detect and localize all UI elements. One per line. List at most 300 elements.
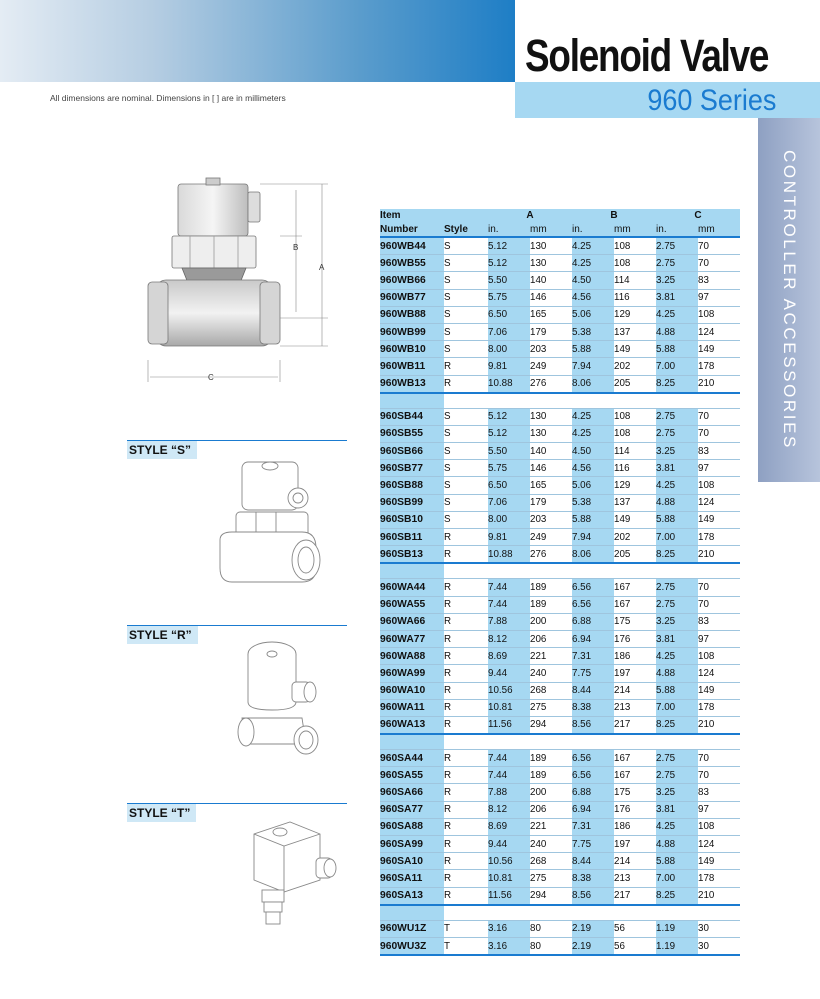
cell-b-mm: 202 [614, 529, 656, 546]
cell-b-mm: 114 [614, 443, 656, 460]
cell-style: R [444, 630, 488, 647]
table-row [380, 887, 740, 905]
cell-c-mm: 83 [698, 272, 740, 289]
cell-style: R [444, 613, 488, 630]
cell-a-in: 5.50 [488, 443, 530, 460]
cell-a-mm: 189 [530, 579, 572, 596]
cell-c-mm: 124 [698, 665, 740, 682]
cell-a-in: 9.44 [488, 665, 530, 682]
cell-a-in: 8.12 [488, 801, 530, 818]
table-row [380, 341, 740, 358]
cell-b-mm: 108 [614, 408, 656, 425]
series-band [515, 82, 820, 118]
cell-a-in: 9.44 [488, 836, 530, 853]
table-header-row [380, 209, 740, 222]
cell-style: S [444, 255, 488, 272]
cell-c-in: 3.25 [656, 784, 698, 801]
cell-b-mm: 205 [614, 375, 656, 393]
cell-c-in: 1.19 [656, 920, 698, 937]
table-row [380, 716, 740, 734]
header-b-mm: mm [614, 222, 656, 237]
cell-b-mm: 149 [614, 511, 656, 528]
cell-c-in: 3.81 [656, 289, 698, 306]
cell-a-mm: 146 [530, 289, 572, 306]
cell-style: R [444, 716, 488, 734]
table-row [380, 237, 740, 255]
cell-b-mm: 137 [614, 323, 656, 340]
table-row [380, 460, 740, 477]
cell-b-mm: 167 [614, 767, 656, 784]
table-row [380, 699, 740, 716]
cell-a-in: 8.00 [488, 511, 530, 528]
cell-c-in: 4.88 [656, 836, 698, 853]
cell-c-in: 2.75 [656, 255, 698, 272]
cell-a-in: 9.81 [488, 529, 530, 546]
cell-style: R [444, 818, 488, 835]
cell-c-mm: 70 [698, 237, 740, 255]
cell-a-in: 8.69 [488, 648, 530, 665]
cell-a-in: 11.56 [488, 716, 530, 734]
cell-b-in: 7.94 [572, 358, 614, 375]
cell-c-mm: 108 [698, 818, 740, 835]
table-subheader-row [380, 222, 740, 237]
cell-item-number: 960WB66 [380, 272, 444, 289]
cell-a-in: 3.16 [488, 920, 530, 937]
cell-b-mm: 217 [614, 887, 656, 905]
cell-a-in: 5.12 [488, 425, 530, 442]
style-s-heading [127, 440, 347, 460]
header-b: B [572, 209, 656, 222]
cell-item-number: 960SB55 [380, 425, 444, 442]
cell-style: S [444, 511, 488, 528]
table-row [380, 648, 740, 665]
cell-b-mm: 116 [614, 289, 656, 306]
cell-b-mm: 205 [614, 546, 656, 564]
cell-c-mm: 70 [698, 767, 740, 784]
cell-c-in: 2.75 [656, 579, 698, 596]
cell-item-number: 960WA55 [380, 596, 444, 613]
cell-c-mm: 210 [698, 375, 740, 393]
cell-b-in: 6.56 [572, 579, 614, 596]
cell-b-in: 5.38 [572, 494, 614, 511]
cell-b-in: 4.25 [572, 255, 614, 272]
cell-a-mm: 221 [530, 648, 572, 665]
cell-c-mm: 149 [698, 511, 740, 528]
group-separator [380, 905, 740, 921]
cell-b-in: 6.56 [572, 750, 614, 767]
cell-c-mm: 124 [698, 494, 740, 511]
cell-c-in: 8.25 [656, 716, 698, 734]
table-row [380, 750, 740, 767]
style-t-valve-image [250, 818, 340, 928]
header-style: Style [444, 222, 488, 237]
cell-a-in: 10.81 [488, 870, 530, 887]
table-row [380, 289, 740, 306]
cell-c-mm: 70 [698, 750, 740, 767]
style-s-valve-image [212, 458, 322, 588]
cell-style: S [444, 460, 488, 477]
cell-style: R [444, 801, 488, 818]
header-item: Item [380, 209, 444, 222]
cell-item-number: 960WB55 [380, 255, 444, 272]
cell-c-mm: 149 [698, 682, 740, 699]
cell-b-mm: 56 [614, 920, 656, 937]
cell-a-in: 7.06 [488, 494, 530, 511]
cell-style: R [444, 546, 488, 564]
cell-a-in: 8.12 [488, 630, 530, 647]
cell-c-in: 4.25 [656, 818, 698, 835]
header-b-in: in. [572, 222, 614, 237]
cell-a-mm: 249 [530, 529, 572, 546]
table-row [380, 853, 740, 870]
cell-c-in: 7.00 [656, 870, 698, 887]
dimensions-table [380, 209, 740, 956]
cell-a-mm: 130 [530, 408, 572, 425]
cell-a-mm: 80 [530, 920, 572, 937]
cell-item-number: 960SA55 [380, 767, 444, 784]
cell-c-mm: 97 [698, 289, 740, 306]
cell-a-in: 5.12 [488, 237, 530, 255]
cell-c-in: 4.88 [656, 494, 698, 511]
cell-a-mm: 221 [530, 818, 572, 835]
table-row [380, 767, 740, 784]
cell-b-mm: 167 [614, 596, 656, 613]
cell-a-in: 10.56 [488, 682, 530, 699]
cell-a-in: 10.81 [488, 699, 530, 716]
cell-a-mm: 200 [530, 784, 572, 801]
cell-c-in: 3.81 [656, 801, 698, 818]
cell-item-number: 960SA99 [380, 836, 444, 853]
cell-b-in: 4.50 [572, 272, 614, 289]
cell-style: S [444, 289, 488, 306]
cell-a-in: 6.50 [488, 306, 530, 323]
cell-item-number: 960SA44 [380, 750, 444, 767]
cell-b-in: 6.56 [572, 767, 614, 784]
cell-b-in: 6.88 [572, 613, 614, 630]
cell-a-mm: 206 [530, 801, 572, 818]
cell-item-number: 960SA77 [380, 801, 444, 818]
dim-label-c: C [208, 373, 214, 382]
dimensions-note: All dimensions are nominal. Dimensions in [ ] are in millimeters [50, 93, 286, 103]
table-row [380, 784, 740, 801]
cell-item-number: 960WA44 [380, 579, 444, 596]
cell-c-in: 3.25 [656, 613, 698, 630]
cell-b-in: 5.06 [572, 306, 614, 323]
cell-a-in: 7.88 [488, 613, 530, 630]
valve-dimension-drawing [130, 170, 350, 385]
table-row [380, 477, 740, 494]
cell-a-in: 9.81 [488, 358, 530, 375]
style-t-label: STYLE “T” [127, 804, 196, 822]
table-row [380, 323, 740, 340]
group-separator [380, 563, 740, 579]
table-row [380, 682, 740, 699]
cell-c-in: 7.00 [656, 699, 698, 716]
table-row [380, 494, 740, 511]
table-row [380, 511, 740, 528]
cell-b-in: 7.31 [572, 648, 614, 665]
cell-b-in: 7.75 [572, 665, 614, 682]
series-title: 960 Series [646, 84, 776, 117]
cell-b-in: 8.56 [572, 716, 614, 734]
cell-c-in: 5.88 [656, 511, 698, 528]
cell-b-in: 6.56 [572, 596, 614, 613]
cell-c-mm: 178 [698, 358, 740, 375]
cell-item-number: 960SA11 [380, 870, 444, 887]
cell-b-in: 7.94 [572, 529, 614, 546]
cell-a-mm: 200 [530, 613, 572, 630]
cell-a-mm: 130 [530, 425, 572, 442]
cell-style: R [444, 767, 488, 784]
cell-item-number: 960WB99 [380, 323, 444, 340]
cell-b-in: 4.25 [572, 237, 614, 255]
cell-c-in: 2.75 [656, 767, 698, 784]
cell-a-in: 11.56 [488, 887, 530, 905]
cell-a-in: 7.44 [488, 579, 530, 596]
cell-b-mm: 137 [614, 494, 656, 511]
cell-b-mm: 197 [614, 665, 656, 682]
cell-item-number: 960WB11 [380, 358, 444, 375]
cell-item-number: 960SB66 [380, 443, 444, 460]
table-row [380, 358, 740, 375]
cell-b-in: 8.44 [572, 853, 614, 870]
cell-a-mm: 189 [530, 750, 572, 767]
cell-c-mm: 83 [698, 613, 740, 630]
cell-item-number: 960SB88 [380, 477, 444, 494]
cell-style: R [444, 870, 488, 887]
cell-b-in: 5.88 [572, 341, 614, 358]
cell-a-in: 10.88 [488, 546, 530, 564]
cell-c-mm: 83 [698, 443, 740, 460]
cell-b-in: 4.25 [572, 425, 614, 442]
cell-item-number: 960SA13 [380, 887, 444, 905]
table-row [380, 529, 740, 546]
cell-a-in: 7.44 [488, 596, 530, 613]
cell-b-mm: 167 [614, 579, 656, 596]
cell-style: S [444, 306, 488, 323]
cell-b-in: 2.19 [572, 937, 614, 955]
cell-c-mm: 97 [698, 630, 740, 647]
cell-c-mm: 210 [698, 887, 740, 905]
cell-a-mm: 206 [530, 630, 572, 647]
table-row [380, 425, 740, 442]
cell-c-in: 4.88 [656, 323, 698, 340]
cell-c-mm: 70 [698, 408, 740, 425]
table-row [380, 836, 740, 853]
table-row [380, 613, 740, 630]
cell-b-in: 5.06 [572, 477, 614, 494]
table-row [380, 306, 740, 323]
cell-c-mm: 70 [698, 255, 740, 272]
group-separator [380, 734, 740, 750]
cell-b-mm: 214 [614, 682, 656, 699]
cell-c-mm: 149 [698, 341, 740, 358]
cell-a-in: 7.44 [488, 767, 530, 784]
cell-c-in: 3.25 [656, 272, 698, 289]
cell-b-mm: 213 [614, 699, 656, 716]
cell-b-mm: 175 [614, 784, 656, 801]
cell-b-mm: 175 [614, 613, 656, 630]
cell-b-in: 4.56 [572, 460, 614, 477]
cell-style: S [444, 408, 488, 425]
cell-item-number: 960WB88 [380, 306, 444, 323]
cell-b-mm: 202 [614, 358, 656, 375]
table-row [380, 272, 740, 289]
table-row [380, 596, 740, 613]
cell-style: R [444, 699, 488, 716]
group-separator [380, 393, 740, 409]
cell-a-mm: 130 [530, 255, 572, 272]
side-tab [758, 118, 820, 482]
cell-item-number: 960WA11 [380, 699, 444, 716]
cell-c-mm: 108 [698, 306, 740, 323]
cell-b-mm: 56 [614, 937, 656, 955]
cell-c-in: 3.81 [656, 630, 698, 647]
table-row [380, 579, 740, 596]
cell-b-mm: 186 [614, 648, 656, 665]
cell-item-number: 960WB44 [380, 237, 444, 255]
cell-item-number: 960WB10 [380, 341, 444, 358]
cell-a-in: 10.56 [488, 853, 530, 870]
cell-b-mm: 217 [614, 716, 656, 734]
style-r-label: STYLE “R” [127, 626, 198, 644]
cell-item-number: 960WA77 [380, 630, 444, 647]
cell-item-number: 960WB77 [380, 289, 444, 306]
cell-style: R [444, 836, 488, 853]
cell-b-mm: 116 [614, 460, 656, 477]
cell-c-mm: 108 [698, 648, 740, 665]
header-a-mm: mm [530, 222, 572, 237]
cell-item-number: 960SA66 [380, 784, 444, 801]
cell-a-mm: 165 [530, 306, 572, 323]
cell-b-in: 6.88 [572, 784, 614, 801]
cell-c-in: 3.81 [656, 460, 698, 477]
cell-style: S [444, 341, 488, 358]
cell-a-mm: 140 [530, 443, 572, 460]
cell-b-mm: 108 [614, 255, 656, 272]
cell-a-mm: 130 [530, 237, 572, 255]
cell-b-in: 5.38 [572, 323, 614, 340]
cell-a-in: 8.00 [488, 341, 530, 358]
table-row [380, 255, 740, 272]
cell-c-in: 8.25 [656, 887, 698, 905]
cell-c-in: 5.88 [656, 682, 698, 699]
cell-a-mm: 275 [530, 699, 572, 716]
cell-c-mm: 178 [698, 870, 740, 887]
cell-c-mm: 70 [698, 596, 740, 613]
cell-style: R [444, 596, 488, 613]
cell-style: R [444, 648, 488, 665]
cell-a-mm: 179 [530, 323, 572, 340]
cell-a-mm: 189 [530, 767, 572, 784]
cell-b-mm: 114 [614, 272, 656, 289]
header-gradient-band [0, 0, 515, 82]
cell-a-mm: 240 [530, 836, 572, 853]
cell-a-in: 5.12 [488, 255, 530, 272]
cell-c-mm: 30 [698, 920, 740, 937]
cell-b-in: 4.50 [572, 443, 614, 460]
cell-a-mm: 276 [530, 375, 572, 393]
cell-c-mm: 178 [698, 529, 740, 546]
cell-a-mm: 268 [530, 682, 572, 699]
dim-label-a: A [319, 263, 325, 272]
cell-a-mm: 165 [530, 477, 572, 494]
cell-b-in: 5.88 [572, 511, 614, 528]
cell-b-mm: 167 [614, 750, 656, 767]
cell-item-number: 960WA13 [380, 716, 444, 734]
cell-style: T [444, 920, 488, 937]
table-body [380, 237, 740, 955]
cell-c-in: 4.25 [656, 648, 698, 665]
cell-c-in: 1.19 [656, 937, 698, 955]
cell-c-in: 8.25 [656, 375, 698, 393]
cell-b-in: 7.31 [572, 818, 614, 835]
cell-a-mm: 203 [530, 511, 572, 528]
cell-b-mm: 108 [614, 425, 656, 442]
cell-c-in: 8.25 [656, 546, 698, 564]
cell-c-mm: 124 [698, 836, 740, 853]
cell-style: R [444, 750, 488, 767]
cell-style: S [444, 443, 488, 460]
cell-a-in: 3.16 [488, 937, 530, 955]
header-c-mm: mm [698, 222, 740, 237]
table-row [380, 408, 740, 425]
cell-item-number: 960SB10 [380, 511, 444, 528]
cell-c-in: 5.88 [656, 853, 698, 870]
cell-style: R [444, 853, 488, 870]
cell-a-in: 7.44 [488, 750, 530, 767]
cell-style: R [444, 887, 488, 905]
cell-b-mm: 176 [614, 801, 656, 818]
cell-a-mm: 294 [530, 716, 572, 734]
cell-item-number: 960WU3Z [380, 937, 444, 955]
cell-a-mm: 249 [530, 358, 572, 375]
cell-b-in: 8.56 [572, 887, 614, 905]
cell-item-number: 960SB44 [380, 408, 444, 425]
header-a: A [488, 209, 572, 222]
cell-style: S [444, 494, 488, 511]
cell-b-mm: 108 [614, 237, 656, 255]
cell-style: R [444, 375, 488, 393]
cell-b-mm: 129 [614, 477, 656, 494]
cell-item-number: 960WA99 [380, 665, 444, 682]
cell-style: S [444, 272, 488, 289]
cell-c-in: 4.88 [656, 665, 698, 682]
page-title: Solenoid Valve [525, 30, 769, 81]
cell-c-mm: 108 [698, 477, 740, 494]
cell-b-in: 4.56 [572, 289, 614, 306]
cell-a-mm: 276 [530, 546, 572, 564]
cell-style: S [444, 323, 488, 340]
cell-c-mm: 70 [698, 425, 740, 442]
cell-b-in: 7.75 [572, 836, 614, 853]
cell-style: T [444, 937, 488, 955]
table-row [380, 443, 740, 460]
cell-item-number: 960SB11 [380, 529, 444, 546]
cell-style: R [444, 682, 488, 699]
cell-b-in: 8.06 [572, 546, 614, 564]
cell-item-number: 960SB13 [380, 546, 444, 564]
header-c: C [656, 209, 740, 222]
cell-b-in: 8.38 [572, 870, 614, 887]
cell-c-in: 2.75 [656, 750, 698, 767]
cell-style: R [444, 665, 488, 682]
cell-item-number: 960WA66 [380, 613, 444, 630]
cell-item-number: 960WB13 [380, 375, 444, 393]
cell-a-in: 5.12 [488, 408, 530, 425]
cell-c-mm: 97 [698, 801, 740, 818]
header-a-in: in. [488, 222, 530, 237]
